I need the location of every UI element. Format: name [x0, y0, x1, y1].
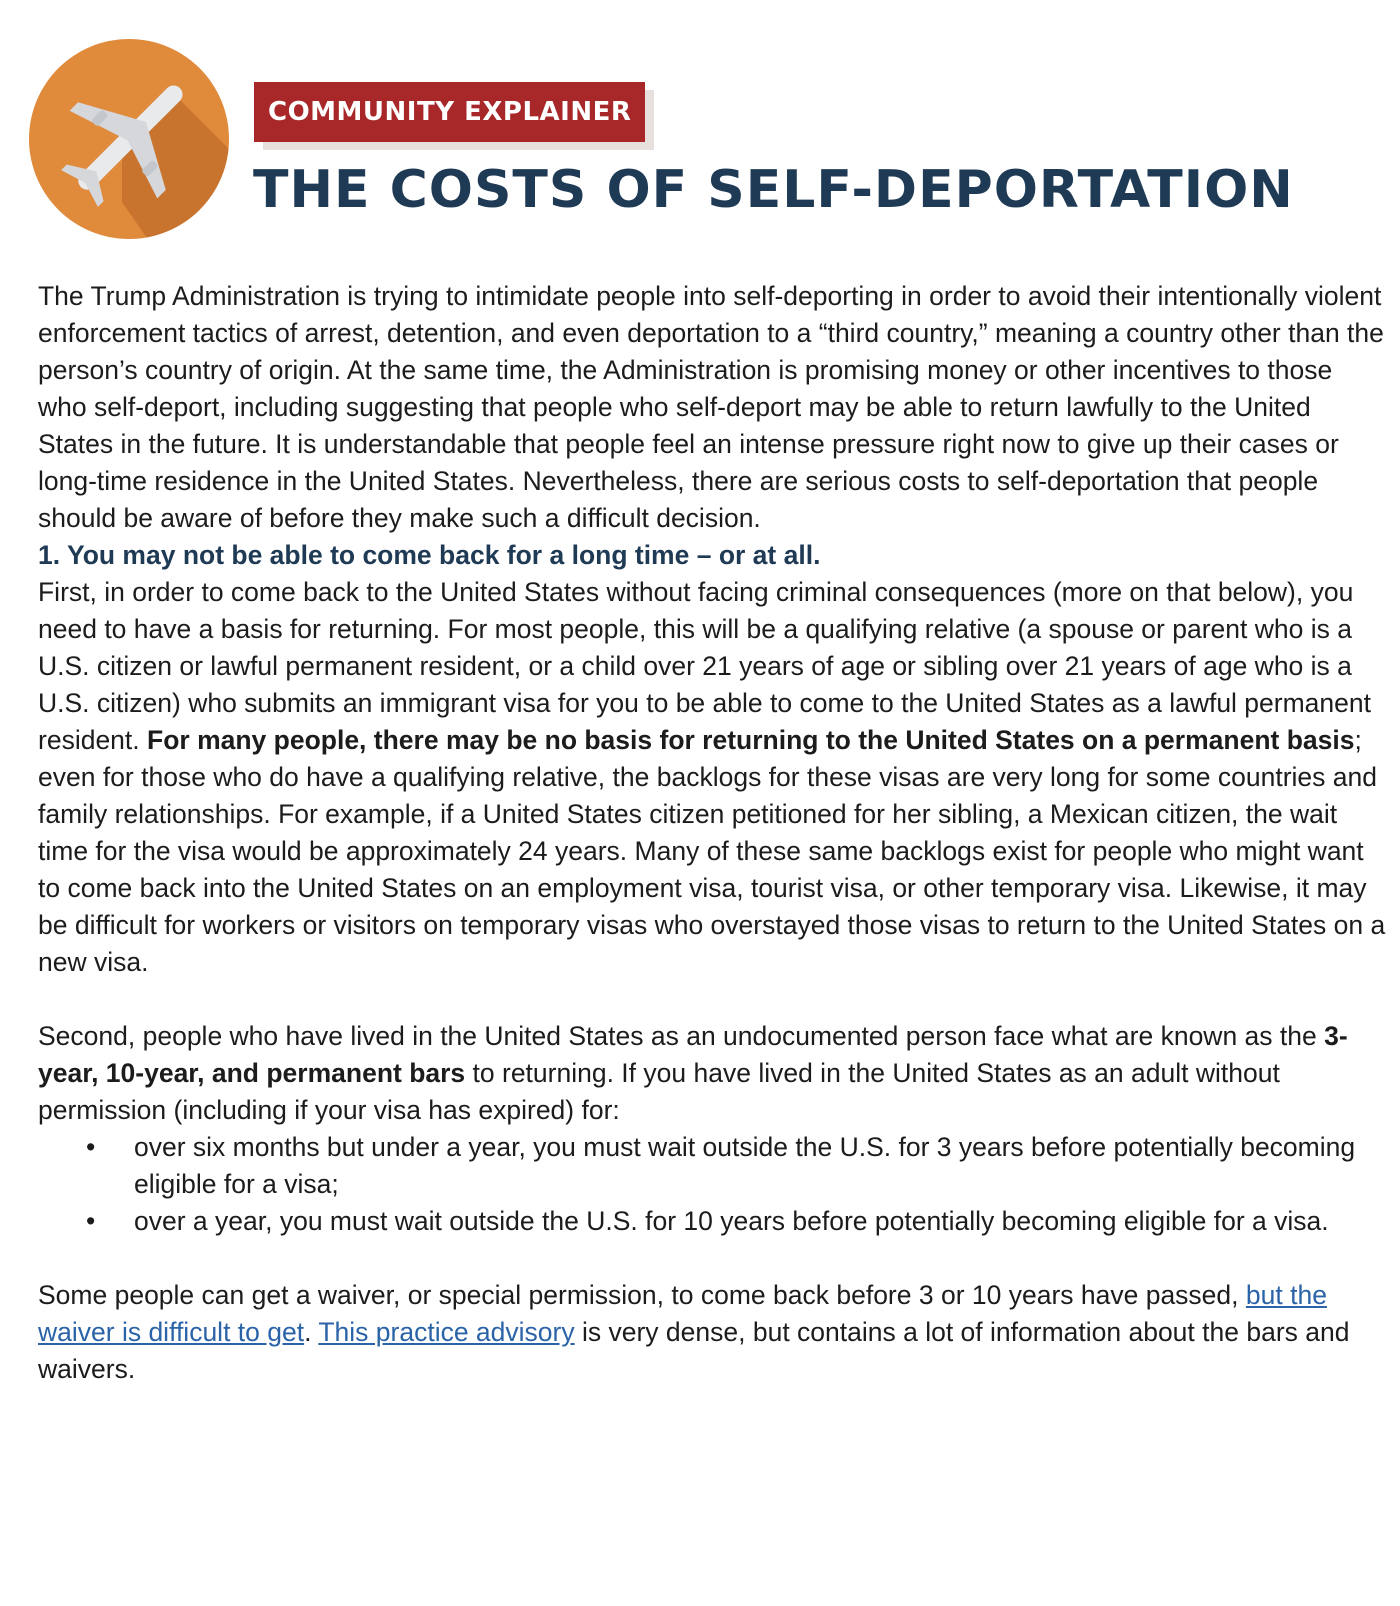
badge-label: COMMUNITY EXPLAINER — [268, 97, 632, 127]
page-title: THE COSTS OF SELF-DEPORTATION — [253, 160, 1294, 220]
paragraph-text: is very dense, but contains a lot of information about the bars and waivers. — [38, 1317, 1350, 1384]
paragraph-text: . — [304, 1317, 319, 1347]
bold-emphasis: 3-year, 10-year, and permanent bars — [38, 1021, 1348, 1088]
paragraph-text: to returning. If you have lived in the United States as an adult without permission (including if your visa has expired) for: — [38, 1058, 1280, 1125]
list-item — [38, 1129, 1386, 1203]
airplane-logo — [27, 37, 231, 241]
bullet-icon: • — [86, 1132, 96, 1162]
paragraph-basis-for-returning — [38, 574, 1386, 981]
bullet-icon: • — [86, 1206, 96, 1236]
paragraph-bars — [38, 1018, 1386, 1129]
bars-list — [38, 1129, 1386, 1240]
intro-paragraph: The Trump Administration is trying to intimidate people into self-deporting in order to avoid their intentionally violent enforcement tactics of arrest, detention, and even deportation to a “third country,” meaning a country other than the person’s country of origin. At the same time, the Administration is promising money or other incentives to those who self-deport, including suggesting that people who self-deport may be able to return lawfully to the United States in the future. It is understandable that people feel an intense pressure right now to give up their cases or long-time residence in the United States. Nevertheless, there are serious costs to self-deportation that people should be aware of before they make such a difficult decision. — [38, 281, 1384, 533]
list-item-text: over six months but under a year, you must wait outside the U.S. for 3 years before potentially becoming eligible for a visa; — [134, 1132, 1356, 1199]
paragraph-waiver — [38, 1277, 1386, 1388]
bold-emphasis: For many people, there may be no basis for returning to the United States on a permanent basis — [147, 725, 1355, 755]
category-badge — [254, 82, 645, 142]
list-item-text: over a year, you must wait outside the U.S. for 10 years before potentially becoming eligible for a visa. — [134, 1206, 1329, 1236]
practice-advisory-link[interactable]: This practice advisory — [318, 1317, 575, 1347]
waiver-difficulty-link[interactable]: but the waiver is difficult to get — [38, 1280, 1327, 1347]
paragraph-text: Some people can get a waiver, or special permission, to come back before 3 or 10 years have passed, — [38, 1280, 1246, 1310]
paragraph-text: ; even for those who do have a qualifying relative, the backlogs for these visas are very long for some countries and family relationships. For example, if a United States citizen petitioned for her sibling, a Mexican citizen, the wait time for the visa would be approximately 24 years. Many of these same backlogs exist for people who might want to come back into the United States on an employment visa, tourist visa, or other temporary visa. Likewise, it may be difficult for workers or visitors on temporary visas who overstayed those visas to return to the United States on a new visa. — [38, 725, 1386, 977]
section-heading: 1. You may not be able to come back for a long time – or at all. — [38, 540, 821, 570]
list-item — [38, 1203, 1386, 1240]
document-body — [38, 278, 1386, 1388]
paragraph-text: First, in order to come back to the United States without facing criminal consequences (more on that below), you need to have a basis for returning. For most people, this will be a qualifying relative (a spouse or parent who is a U.S. citizen or lawful permanent resident, or a child over 21 years of age or sibling over 21 years of age who is a U.S. citizen) who submits an immigrant visa for you to be able to come to the United States as a lawful permanent resident. — [38, 577, 1371, 755]
paragraph-text: Second, people who have lived in the United States as an undocumented person face what are known as the — [38, 1021, 1325, 1051]
